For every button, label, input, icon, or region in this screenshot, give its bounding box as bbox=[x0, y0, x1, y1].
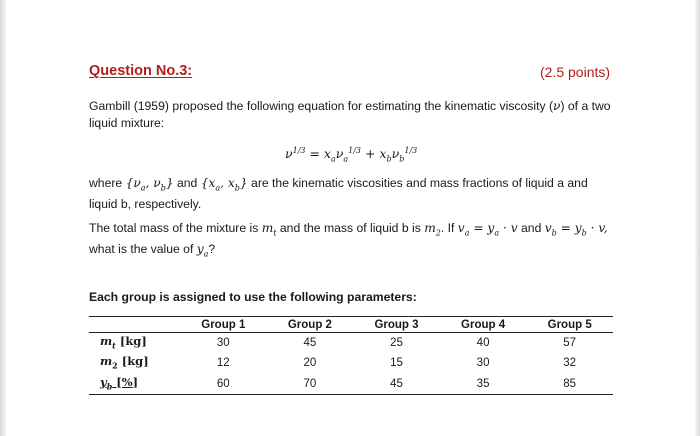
table-cell: 30 bbox=[476, 357, 490, 370]
table-cell: 35 bbox=[476, 377, 490, 390]
table-cell: 40 bbox=[476, 337, 490, 350]
table-cell: 30 bbox=[216, 337, 230, 350]
table-row bbox=[89, 353, 613, 373]
right-page-edge bbox=[695, 0, 700, 436]
mass-paragraph: The total mass of the mixture is $m_t$ and the mass of liquid b is $m_2$. If $v_a = y_a \cdot v$ and $v_b = y_b \cdot v$, what is the value of $y_a$? bbox=[89, 221, 608, 259]
header-group-2: Group 2 bbox=[287, 319, 332, 331]
table-cell: 45 bbox=[303, 337, 317, 350]
table-row bbox=[89, 333, 613, 354]
corner-header bbox=[89, 317, 180, 333]
row-label-mt: $m_t$ [kg] bbox=[100, 334, 147, 351]
header-group-1: Group 1 bbox=[201, 319, 246, 331]
table-cell: 60 bbox=[216, 377, 230, 390]
row-label-yb: $y_b$ [%] bbox=[100, 374, 139, 391]
table-row bbox=[89, 374, 613, 395]
row-label-m2: $m_2$ [kg] bbox=[100, 354, 149, 371]
table-cell: 32 bbox=[563, 357, 577, 370]
header-group-4: Group 4 bbox=[461, 319, 506, 331]
table-title: Each group is assigned to use the following parameters: bbox=[89, 290, 417, 304]
table-cell: 85 bbox=[563, 377, 577, 390]
header-group-5: Group 5 bbox=[547, 319, 592, 331]
table-header-row bbox=[89, 317, 613, 333]
table-cell: 45 bbox=[390, 377, 403, 390]
parameters-table bbox=[89, 316, 613, 395]
question-title: Question No.3: bbox=[89, 63, 193, 79]
left-page-edge bbox=[0, 0, 6, 436]
table-cell: 20 bbox=[303, 357, 317, 370]
table-cell: 70 bbox=[303, 377, 317, 390]
question-points: (2.5 points) bbox=[540, 64, 611, 80]
intro-paragraph: Gambill (1959) proposed the following equation for estimating the kinematic viscosity (ν) of a two liquid mixture: bbox=[89, 99, 611, 130]
table-cell: 15 bbox=[390, 357, 403, 370]
table-cell: 57 bbox=[563, 337, 577, 350]
header-group-3: Group 3 bbox=[374, 319, 419, 331]
gambill-equation: $\nu^{1/3} = x_a\nu_a^{1/3} + x_b\nu_b^{1/3}$ bbox=[285, 146, 418, 164]
table-cell: 25 bbox=[390, 337, 403, 350]
table-cell: 12 bbox=[216, 357, 230, 370]
where-paragraph: where {$\nu_a$, $\nu_b$} and {$x_a$, $x_b$} are the kinematic viscosities and mass fractions of liquid a and liquid b, respectively. bbox=[89, 176, 588, 212]
